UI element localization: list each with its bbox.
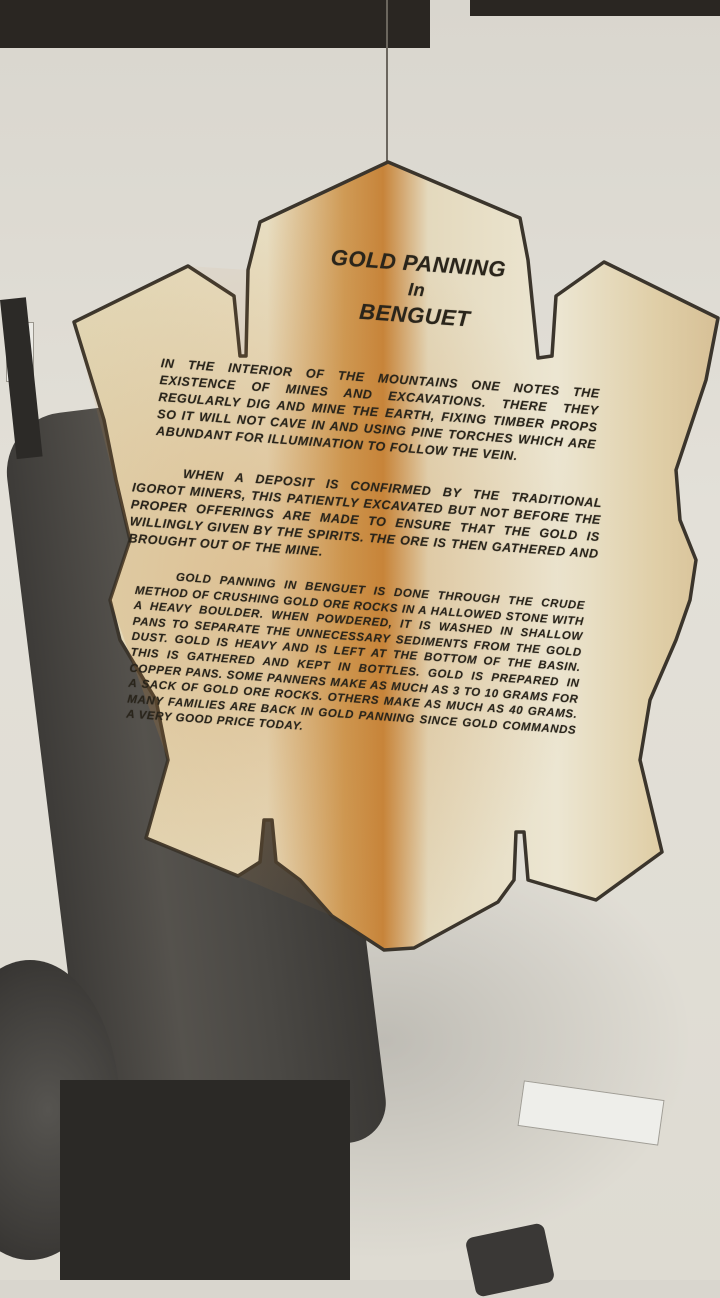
plaque-paragraph-2: WHEN A DEPOSIT IS CONFIRMED BY THE TRADITIONAL IGOROT MINERS, THIS PATIENTLY EXCAVATED BUT NOT BEFORE THE PROPER OFFERINGS ARE MADE TO ENSURE THAT THE GOLD IS WILLINGLY GIVEN BY THE SPIRITS. THE ORE IS THEN GATHERED AND BROUGHT OUT OF THE MINE. xyxy=(128,466,603,562)
plaque-title-line3: BENGUET xyxy=(358,298,472,332)
plaque-text-block xyxy=(116,232,649,758)
plaque-title-line1: GOLD PANNING xyxy=(330,244,507,282)
plaque-paragraph-1: IN THE INTERIOR OF THE MOUNTAINS ONE NOTES THE EXISTENCE OF MINES AND EXCAVATIONS. THERE THEY REGULARLY DIG AND MINE THE EARTH, FIXING TIMBER PROPS SO IT WILL NOT CAVE IN AND USING PINE TORCHES WHICH ARE ABUNDANT FOR ILLUMINATION TO FOLLOW THE VEIN. xyxy=(155,356,601,464)
plaque-title-line2: In xyxy=(407,279,426,301)
plaque-paragraph-3: GOLD PANNING IN BENGUET IS DONE THROUGH THE CRUDE METHOD OF CRUSHING GOLD ORE ROCKS IN A HALLOWED STONE WITH A HEAVY BOULDER. WHEN POWDERED, IT IS WASHED IN SHALLOW PANS TO SEPARATE THE UNNECESSARY SEDIMENTS FROM THE GOLD DUST. GOLD IS HEAVY AND IS LEFT AT THE BOTTOM OF THE BASIN. THIS IS GATHERED AND KEPT IN BOTTLES. GOLD IS PREPARED IN COPPER PANS. SOME PANNERS MAKE AS MUCH AS 3 TO 10 GRAMS FOR A SACK OF GOLD ORE ROCKS. OTHERS MAKE AS MUCH AS 40 GRAMS. MANY FAMILIES ARE BACK IN GOLD PANNING SINCE GOLD COMMANDS A VERY GOOD PRICE TODAY. xyxy=(125,571,586,737)
